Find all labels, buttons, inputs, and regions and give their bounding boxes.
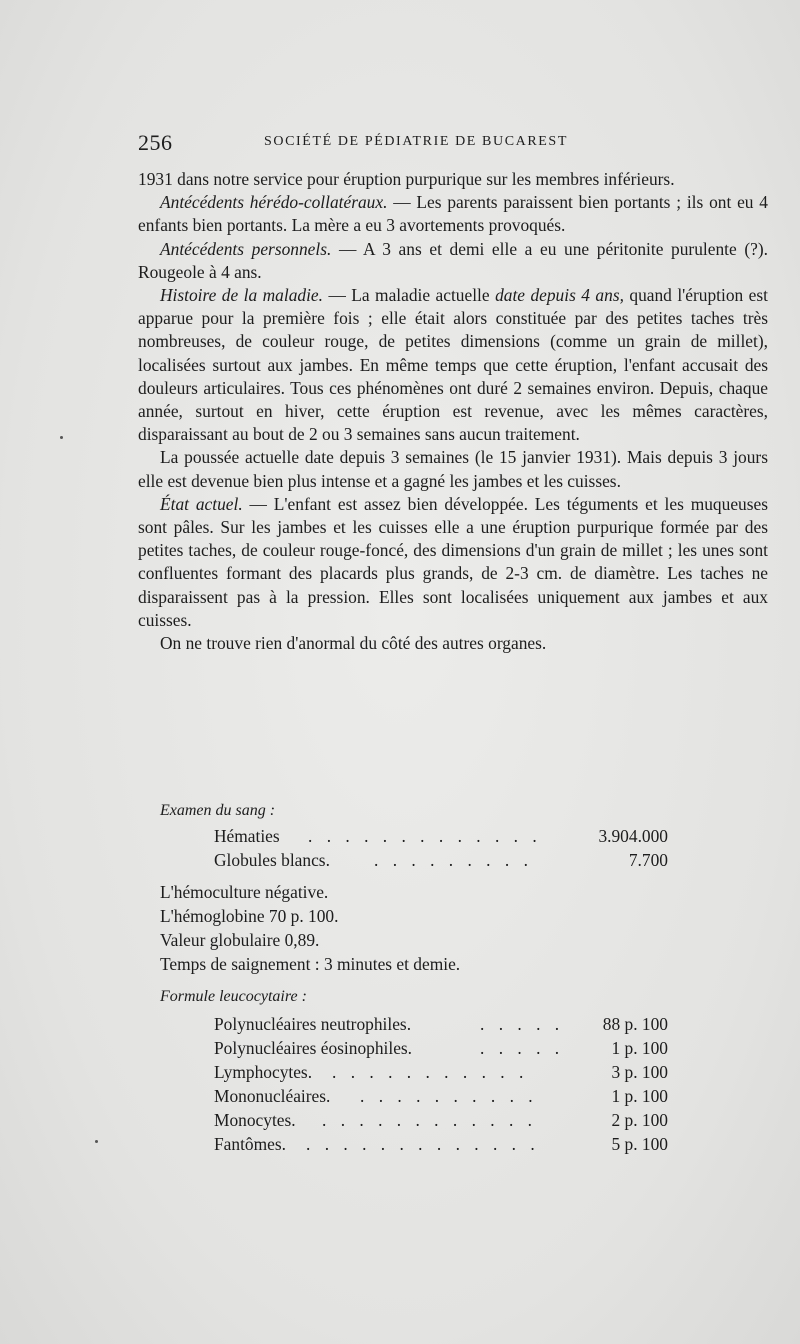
table-row: Polynucléaires neutrophiles. . . . . . 88 p. 100 [214, 1014, 668, 1034]
table-row: Hématies . . . . . . . . . . . . . 3.904.000 [214, 826, 668, 846]
table-row: Polynucléaires éosinophiles. . . . . . 1 p. 100 [214, 1038, 668, 1058]
list-item: Temps de saignement : 3 minutes et demie. [160, 954, 461, 974]
list-item: L'hémoglobine 70 p. 100. [160, 906, 339, 926]
blood-exam-lines [160, 880, 460, 976]
paragraph-disease-history: Histoire de la maladie. — La maladie actuelle date depuis 4 ans, quand l'éruption est apparue pour la première fois ; elle était alors constituée par des petites taches très nombreuses, de couleur rouge, de petites dimensions (comme un grain de millet), localisées surtout aux jambes. En même temps que cette éruption, l'enfant accusait des douleurs articulaires. Tous ces phénomènes ont duré 2 semaines environ. Depuis, chaque année, surtout en hiver, cette éruption est revenue, avec les mêmes caractères, disparaissant au bout de 2 ou 3 semaines sans aucun traitement. [138, 285, 768, 445]
blood-exam-table [214, 826, 668, 874]
table-row: Lymphocytes. . . . . . . . . . . . 3 p. 100 [214, 1062, 668, 1082]
paragraph-admission: 1931 dans notre service pour éruption purpurique sur les membres inférieurs. [138, 169, 675, 189]
paragraph-current-state: État actuel. — L'enfant est assez bien développée. Les téguments et les muqueuses sont pâles. Sur les jambes et les cuisses elle a une éruption purpurique formée par des petites taches, de couleur rouge-foncé, des dimensions d'un grain de millet ; les unes sont confluentes formant des placards plus grands, de 2-3 cm. de diamètre. Les taches ne disparaissent pas à la pression. Elles sont localisées uniquement aux jambes et aux cuisses. [138, 493, 768, 630]
table-row: Mononucléaires. . . . . . . . . . . 1 p. 100 [214, 1086, 668, 1106]
running-head: SOCIÉTÉ DE PÉDIATRIE DE BUCAREST [264, 134, 568, 149]
table-row: Monocytes. . . . . . . . . . . . . 2 p. 100 [214, 1110, 668, 1130]
list-item: L'hémoculture négative. [160, 882, 329, 902]
main-text [138, 168, 768, 655]
margin-speck [95, 1140, 98, 1143]
paragraph-current-flare: La poussée actuelle date depuis 3 semaines (le 15 janvier 1931). Mais depuis 3 jours elle est devenue bien plus intense et a gagné les jambes et les cuisses. [138, 447, 768, 491]
leuco-formula-table [214, 1014, 668, 1158]
leuco-formula-title: Formule leucocytaire : [160, 988, 307, 1005]
page-number: 256 [138, 130, 173, 155]
blood-exam-title: Examen du sang : [160, 802, 276, 819]
paragraph-other-organs: On ne trouve rien d'anormal du côté des autres organes. [160, 633, 547, 654]
page-header [138, 130, 668, 160]
table-row: Fantômes. . . . . . . . . . . . . . 5 p. 100 [214, 1134, 668, 1154]
paragraph-family-history: Antécédents hérédo-collatéraux. — Les parents paraissent bien portants ; ils ont eu 4 enfants bien portants. La mère a eu 3 avortements provoqués. [138, 192, 768, 236]
list-item: Valeur globulaire 0,89. [160, 930, 320, 950]
paragraph-personal-history: Antécédents personnels. — A 3 ans et demi elle a eu une péritonite purulente (?). Rougeole à 4 ans. [138, 238, 768, 282]
table-row: Globules blancs. . . . . . . . . . 7.700 [214, 850, 668, 870]
margin-speck [60, 436, 63, 439]
